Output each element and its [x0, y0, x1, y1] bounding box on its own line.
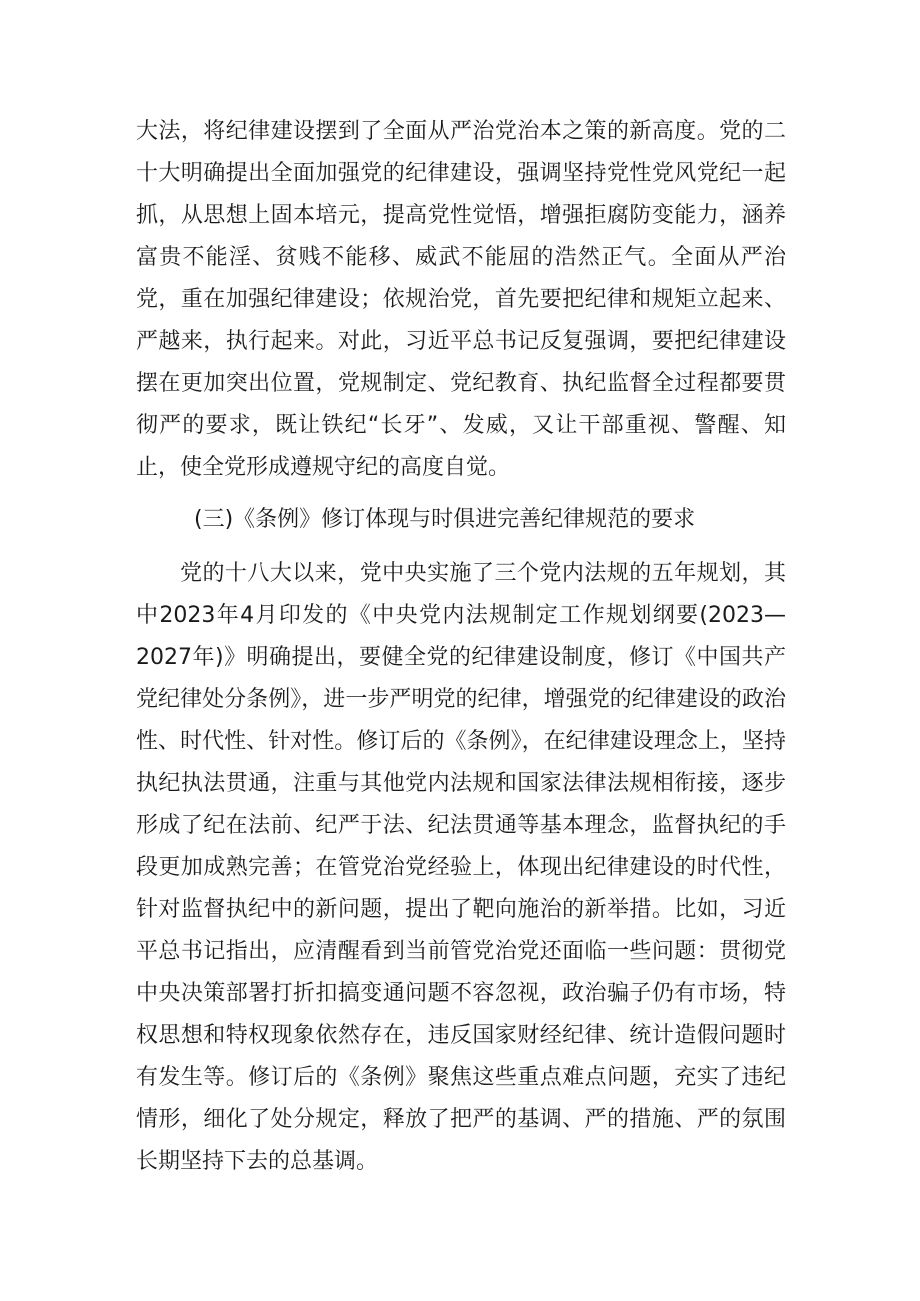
paragraph-continued: 大法，将纪律建设摆到了全面从严治党治本之策的新高度。党的二十大明确提出全面加强党的纪律建设，强调坚持党性党风党纪一起抓，从思想上固本培元，提高党性觉悟，增强拒腐防变能力，涵养富贵不能淫、贫贱不能移、威武不能屈的浩然正气。全面从严治党，重在加强纪律建设；依规治党，首先要把纪律和规矩立起来、严越来，执行起来。对此，习近平总书记反复强调，要把纪律建设摆在更加突出位置，党规制定、党纪教育、执纪监督全过程都要贯彻严的要求，既让铁纪“长牙”、发威，又让干部重视、警醒、知止，使全党形成遵规守纪的高度自觉。 — [136, 119, 786, 480]
document-body — [136, 111, 786, 1183]
section-heading: (三)《条例》修订体现与时俱进完善纪律规范的要求 — [194, 507, 696, 532]
paragraph-regulation-revision: 党的十八大以来，党中央实施了三个党内法规的五年规划，其中2023年4月印发的《中央党内法规制定工作规划纲要(2023—2027年)》明确提出，要健全党的纪律建设制度，修订《中国共产党纪律处分条例》，进一步严明党的纪律，增强党的纪律建设的政治性、时代性、针对性。修订后的《条例》，在纪律建设理念上，坚持执纪执法贯通，注重与其他党内法规和国家法律法规相衔接，逐步形成了纪在法前、纪严于法、纪法贯通等基本理念，监督执纪的手段更加成熟完善；在管党治党经验上，体现出纪律建设的时代性，针对监督执纪中的新问题，提出了靶向施治的新举措。比如，习近平总书记指出，应清醒看到当前管党治党还面临一些问题：贯彻党中央决策部署打折扣搞变通问题不容忽视，政治骗子仍有市场，特权思想和特权现象依然存在，违反国家财经纪律、统计造假问题时有发生等。修订后的《条例》聚焦这些重点难点问题，充实了违纪情形，细化了处分规定，释放了把严的基调、严的措施、严的氛围长期坚持下去的总基调。 — [136, 561, 786, 1174]
